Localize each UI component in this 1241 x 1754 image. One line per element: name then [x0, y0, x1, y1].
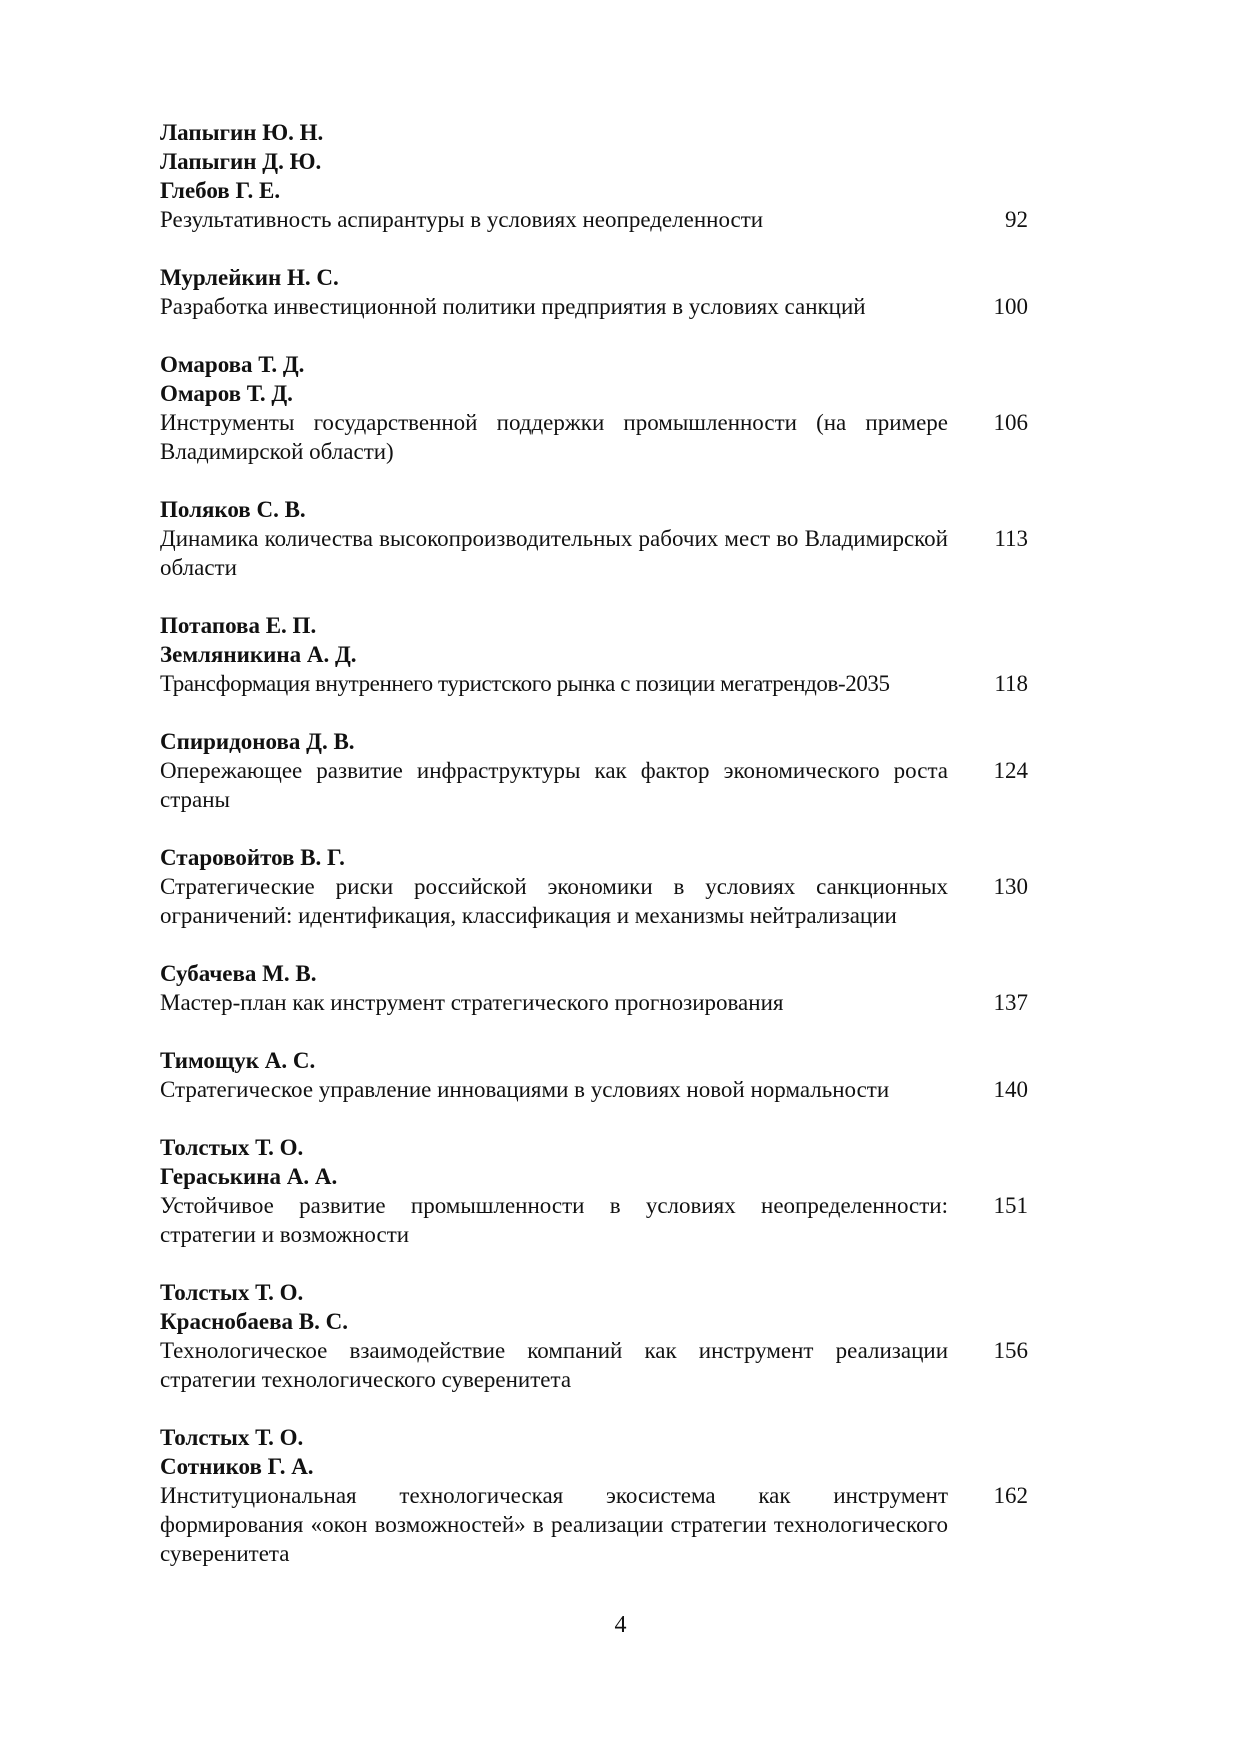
toc-entry [160, 959, 1028, 1017]
entry-page-number: 137 [993, 990, 1028, 1015]
entry-page-number: 92 [1005, 207, 1028, 232]
toc-entry [160, 263, 1028, 321]
entry-author: Омарова Т. Д. [160, 352, 305, 377]
entry-row [160, 408, 1028, 466]
entry-row [160, 1075, 1028, 1104]
entry-row [160, 756, 1028, 814]
entry-title: Динамика количества высокопроизводительных рабочих мест во Владимирской области [160, 526, 948, 580]
entry-author: Лапыгин Д. Ю. [160, 149, 322, 174]
entry-author: Спиридонова Д. В. [160, 729, 355, 754]
entry-author: Тимощук А. С. [160, 1048, 316, 1073]
entry-author: Лапыгин Ю. Н. [160, 120, 324, 145]
entry-title: Мастер-план как инструмент стратегического прогнозирования [160, 990, 784, 1015]
toc-entry [160, 1133, 1028, 1249]
entry-page-number: 156 [993, 1338, 1028, 1363]
entry-title: Разработка инвестиционной политики предприятия в условиях санкций [160, 294, 866, 319]
table-of-contents [160, 118, 1028, 1597]
entry-page-number: 140 [993, 1077, 1028, 1102]
entry-page-number: 100 [993, 294, 1028, 319]
entry-author: Старовойтов В. Г. [160, 845, 345, 870]
entry-author: Толстых Т. О. [160, 1135, 304, 1160]
entry-title: Опережающее развитие инфраструктуры как фактор экономического роста страны [160, 758, 948, 812]
entry-row [160, 1191, 1028, 1249]
toc-entry [160, 118, 1028, 234]
entry-author: Толстых Т. О. [160, 1425, 304, 1450]
entry-author: Мурлейкин Н. С. [160, 265, 339, 290]
entry-page-number: 151 [993, 1193, 1028, 1218]
toc-entry [160, 350, 1028, 466]
entry-title: Инструменты государственной поддержки промышленности (на примере Владимирской области) [160, 410, 948, 464]
toc-entry [160, 727, 1028, 814]
entry-title: Технологическое взаимодействие компаний как инструмент реализации стратегии технологического суверенитета [160, 1338, 948, 1392]
entry-title: Институциональная технологическая экосистема как инструмент формирования «окон возможностей» в реализации стратегии технологического суверенитета [160, 1483, 948, 1566]
entry-row [160, 524, 1028, 582]
entry-title: Трансформация внутреннего туристского рынка с позиции мегатрендов-2035 [160, 671, 890, 696]
entry-author: Гераськина А. А. [160, 1164, 338, 1189]
toc-entry [160, 843, 1028, 930]
entry-page-number: 118 [994, 671, 1028, 696]
toc-entry [160, 611, 1028, 698]
entry-row [160, 292, 1028, 321]
entry-author: Потапова Е. П. [160, 613, 317, 638]
entry-page-number: 113 [994, 526, 1028, 551]
entry-title: Стратегические риски российской экономики в условиях санкционных ограничений: идентификация, классификация и механизмы нейтрализации [160, 874, 948, 928]
entry-row [160, 872, 1028, 930]
entry-author: Краснобаева В. С. [160, 1309, 349, 1334]
entry-author: Поляков С. В. [160, 497, 306, 522]
entry-author: Глебов Г. Е. [160, 178, 281, 203]
entry-author: Омаров Т. Д. [160, 381, 293, 406]
entry-row [160, 1481, 1028, 1568]
toc-entry [160, 1278, 1028, 1394]
entry-title: Устойчивое развитие промышленности в условиях неопределенности: стратегии и возможности [160, 1193, 948, 1247]
entry-row [160, 1336, 1028, 1394]
page-number: 4 [614, 1612, 627, 1638]
toc-entry [160, 1423, 1028, 1568]
entry-author: Земляникина А. Д. [160, 642, 357, 667]
entry-page-number: 130 [993, 874, 1028, 899]
toc-entry [160, 1046, 1028, 1104]
entry-page-number: 124 [993, 758, 1028, 783]
toc-entry [160, 495, 1028, 582]
entry-title: Результативность аспирантуры в условиях неопределенности [160, 207, 764, 232]
entry-row [160, 205, 1028, 234]
entry-page-number: 106 [993, 410, 1028, 435]
entry-row [160, 669, 1028, 698]
entry-author: Субачева М. В. [160, 961, 317, 986]
entry-author: Сотников Г. А. [160, 1454, 314, 1479]
entry-row [160, 988, 1028, 1017]
entry-page-number: 162 [993, 1483, 1028, 1508]
entry-author: Толстых Т. О. [160, 1280, 304, 1305]
entry-title: Стратегическое управление инновациями в условиях новой нормальности [160, 1077, 890, 1102]
